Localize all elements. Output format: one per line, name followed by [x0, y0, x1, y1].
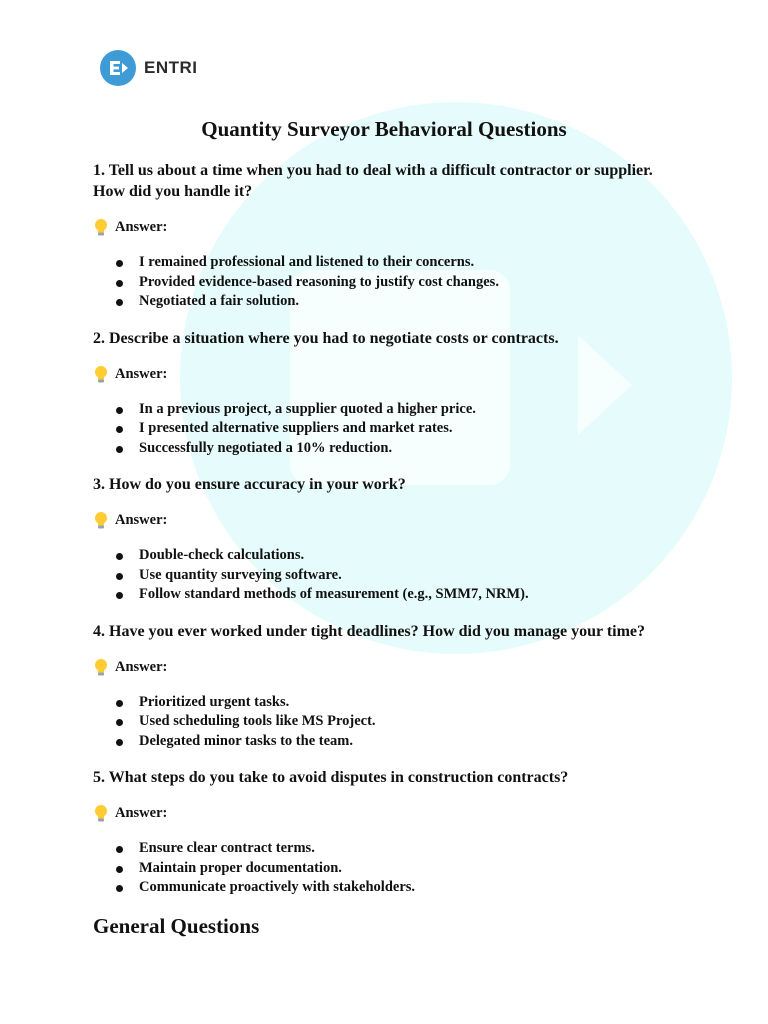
lightbulb-icon	[93, 658, 109, 677]
bullet-icon	[116, 573, 123, 580]
list-item	[93, 400, 683, 420]
bullet-icon	[116, 299, 123, 306]
list-item	[93, 585, 683, 605]
qa-item	[93, 767, 683, 898]
answer-label-text: Answer:	[115, 805, 168, 821]
bullet-icon	[116, 592, 123, 599]
lightbulb-icon	[93, 804, 109, 823]
list-item	[93, 419, 683, 439]
list-item-text: Maintain proper documentation.	[139, 859, 342, 876]
answer-label	[93, 658, 683, 677]
answer-label-text: Answer:	[115, 658, 168, 675]
bullet-icon	[116, 719, 123, 726]
list-item	[93, 839, 683, 859]
list-item-text: I remained professional and listened to their concerns.	[139, 254, 475, 270]
bullet-icon	[116, 866, 123, 873]
list-item-text: Used scheduling tools like MS Project.	[139, 713, 376, 729]
list-item	[93, 439, 683, 459]
list-item	[93, 292, 683, 312]
bullet-icon	[116, 846, 123, 853]
qa-item	[93, 474, 683, 605]
list-item-text: Negotiated a fair solution.	[139, 293, 300, 309]
list-item	[93, 253, 683, 273]
bullet-icon	[116, 446, 123, 453]
bullet-icon	[116, 885, 123, 892]
answer-label	[93, 218, 683, 237]
answer-label-text: Answer:	[115, 365, 168, 382]
lightbulb-icon	[93, 511, 109, 530]
answer-label	[93, 365, 683, 384]
list-item-text: Ensure clear contract terms.	[139, 840, 315, 856]
lightbulb-icon	[93, 218, 109, 237]
list-item-text: Double-check calculations.	[139, 547, 305, 563]
list-item-text: Successfully negotiated a 10% reduction.	[139, 439, 393, 456]
qa-list	[93, 160, 683, 939]
list-item-text: Provided evidence-based reasoning to justify cost changes.	[139, 273, 499, 290]
question-text: 5. What steps do you take to avoid disputes in construction contracts?	[93, 769, 569, 786]
bullet-icon	[116, 260, 123, 267]
list-item-text: Communicate proactively with stakeholders.	[139, 879, 416, 895]
entri-logo	[100, 50, 198, 86]
answer-list	[93, 253, 683, 312]
answer-list	[93, 693, 683, 752]
list-item	[93, 712, 683, 732]
bullet-icon	[116, 426, 123, 433]
brand-name: ENTRI	[144, 58, 198, 77]
section-title: General Questions	[93, 913, 260, 938]
list-item	[93, 566, 683, 586]
answer-list	[93, 839, 683, 898]
question-text: 4. Have you ever worked under tight deadlines? How did you manage your time?	[93, 622, 646, 640]
answer-label-text: Answer:	[115, 512, 168, 528]
list-item	[93, 859, 683, 879]
answer-label-text: Answer:	[115, 219, 168, 235]
document-title: Quantity Surveyor Behavioral Questions	[201, 117, 567, 141]
bullet-icon	[116, 407, 123, 414]
qa-item	[93, 160, 683, 312]
answer-label	[93, 804, 683, 823]
list-item	[93, 732, 683, 752]
list-item-text: In a previous project, a supplier quoted a higher price.	[139, 400, 476, 417]
entri-logo-icon	[100, 50, 136, 86]
question-text: 1. Tell us about a time when you had to deal with a difficult contractor or supplier. How did you handle it?	[93, 162, 653, 200]
list-item-text: Use quantity surveying software.	[139, 566, 342, 583]
question-text: 2. Describe a situation where you had to negotiate costs or contracts.	[93, 329, 559, 347]
bullet-icon	[116, 280, 123, 287]
list-item	[93, 878, 683, 898]
list-item	[93, 273, 683, 293]
bullet-icon	[116, 700, 123, 707]
qa-item	[93, 621, 683, 752]
lightbulb-icon	[93, 365, 109, 384]
bullet-icon	[116, 739, 123, 746]
answer-label	[93, 511, 683, 530]
list-item-text: Prioritized urgent tasks.	[139, 693, 290, 710]
answer-list	[93, 400, 683, 459]
bullet-icon	[116, 553, 123, 560]
list-item	[93, 693, 683, 713]
list-item-text: Delegated minor tasks to the team.	[139, 732, 353, 749]
answer-list	[93, 546, 683, 605]
question-text: 3. How do you ensure accuracy in your work?	[93, 476, 406, 493]
list-item	[93, 546, 683, 566]
list-item-text: Follow standard methods of measurement (e.g., SMM7, NRM).	[139, 586, 529, 602]
qa-item	[93, 328, 683, 459]
list-item-text: I presented alternative suppliers and market rates.	[139, 420, 453, 436]
